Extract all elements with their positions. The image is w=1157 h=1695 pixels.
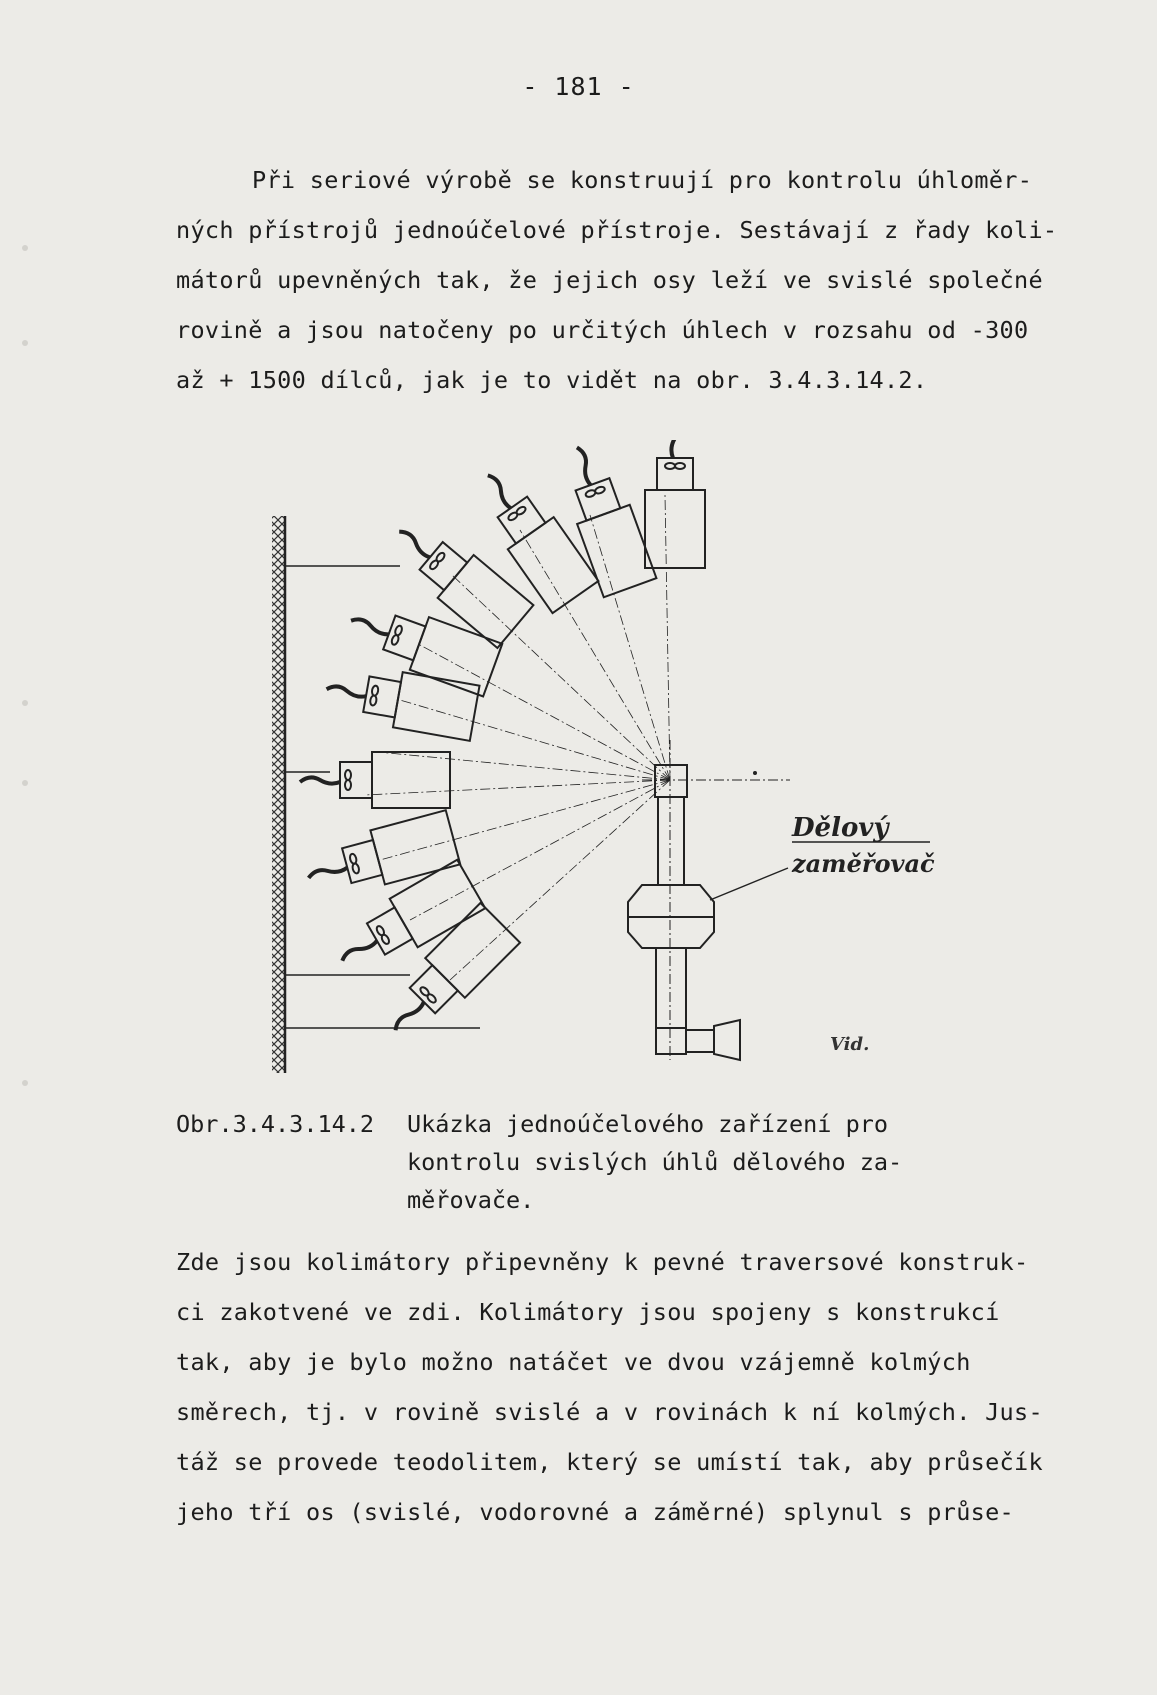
figure-caption-line: kontrolu svislých úhlů dělového za- (407, 1148, 903, 1176)
collimator-10 (374, 903, 520, 1049)
draftsman-signature: Vid. (830, 1034, 870, 1055)
marker-dot (753, 771, 757, 775)
paragraph-2-line: táž se provede teodolitem, který se umístí tak, aby průsečík (176, 1448, 1043, 1476)
page-number: - 181 - (522, 72, 635, 101)
punch-hole-mark (22, 780, 28, 786)
gun-sight-instrument (628, 740, 790, 1060)
label-zamerovac: zaměřovač (792, 849, 935, 878)
sight-rays (365, 495, 670, 980)
punch-hole-mark (22, 340, 28, 346)
paragraph-1-line: ných přístrojů jednoúčelové přístroje. Sestávají z řady koli- (176, 216, 1058, 244)
collimator-figure (270, 440, 990, 1090)
punch-hole-mark (22, 1080, 28, 1086)
collimator-3 (467, 458, 599, 613)
paragraph-1-line: mátorů upevněných tak, že jejich osy leží ve svislé společné (176, 266, 1043, 294)
punch-hole-mark (22, 700, 28, 706)
paragraph-2-line: tak, aby je bylo možno natáčet ve dvou vzájemně kolmých (176, 1348, 971, 1376)
collimator-5 (342, 592, 502, 696)
paragraph-2-line: ci zakotvené ve zdi. Kolimátory jsou spojeny s konstrukcí (176, 1298, 1000, 1326)
paragraph-1-line: Při seriové výrobě se konstruují pro kontrolu úhloměr- (252, 166, 1033, 194)
paragraph-2-line: Zde jsou kolimátory připevněny k pevné traversové konstruk- (176, 1248, 1029, 1276)
paragraph-1-line: až + 1500 dílců, jak je to vidět na obr. 3.4.3.14.2. (176, 366, 928, 394)
paragraph-2-line: směrech, tj. v rovině svislé a v rovinách k ní kolmých. Jus- (176, 1398, 1043, 1426)
collimator-8 (301, 810, 460, 903)
wall-hatching (272, 516, 285, 1073)
paragraph-1-line: rovině a jsou natočeny po určitých úhlech v rozsahu od -300 (176, 316, 1029, 344)
figure-caption-line: měřovače. (407, 1186, 535, 1214)
figure-caption-line: Ukázka jednoúčelového zařízení pro (407, 1110, 889, 1138)
collimator-6 (322, 660, 479, 741)
collimator-7 (300, 752, 450, 808)
collimator-2 (552, 440, 656, 597)
paragraph-2-line: jeho tří os (svislé, vodorovné a záměrné) splynul s průse- (176, 1498, 1014, 1526)
label-delovy: Dělový (792, 813, 889, 843)
punch-hole-mark (22, 245, 28, 251)
figure-caption-label: Obr.3.4.3.14.2 (176, 1110, 375, 1138)
collimator-1 (645, 440, 705, 568)
